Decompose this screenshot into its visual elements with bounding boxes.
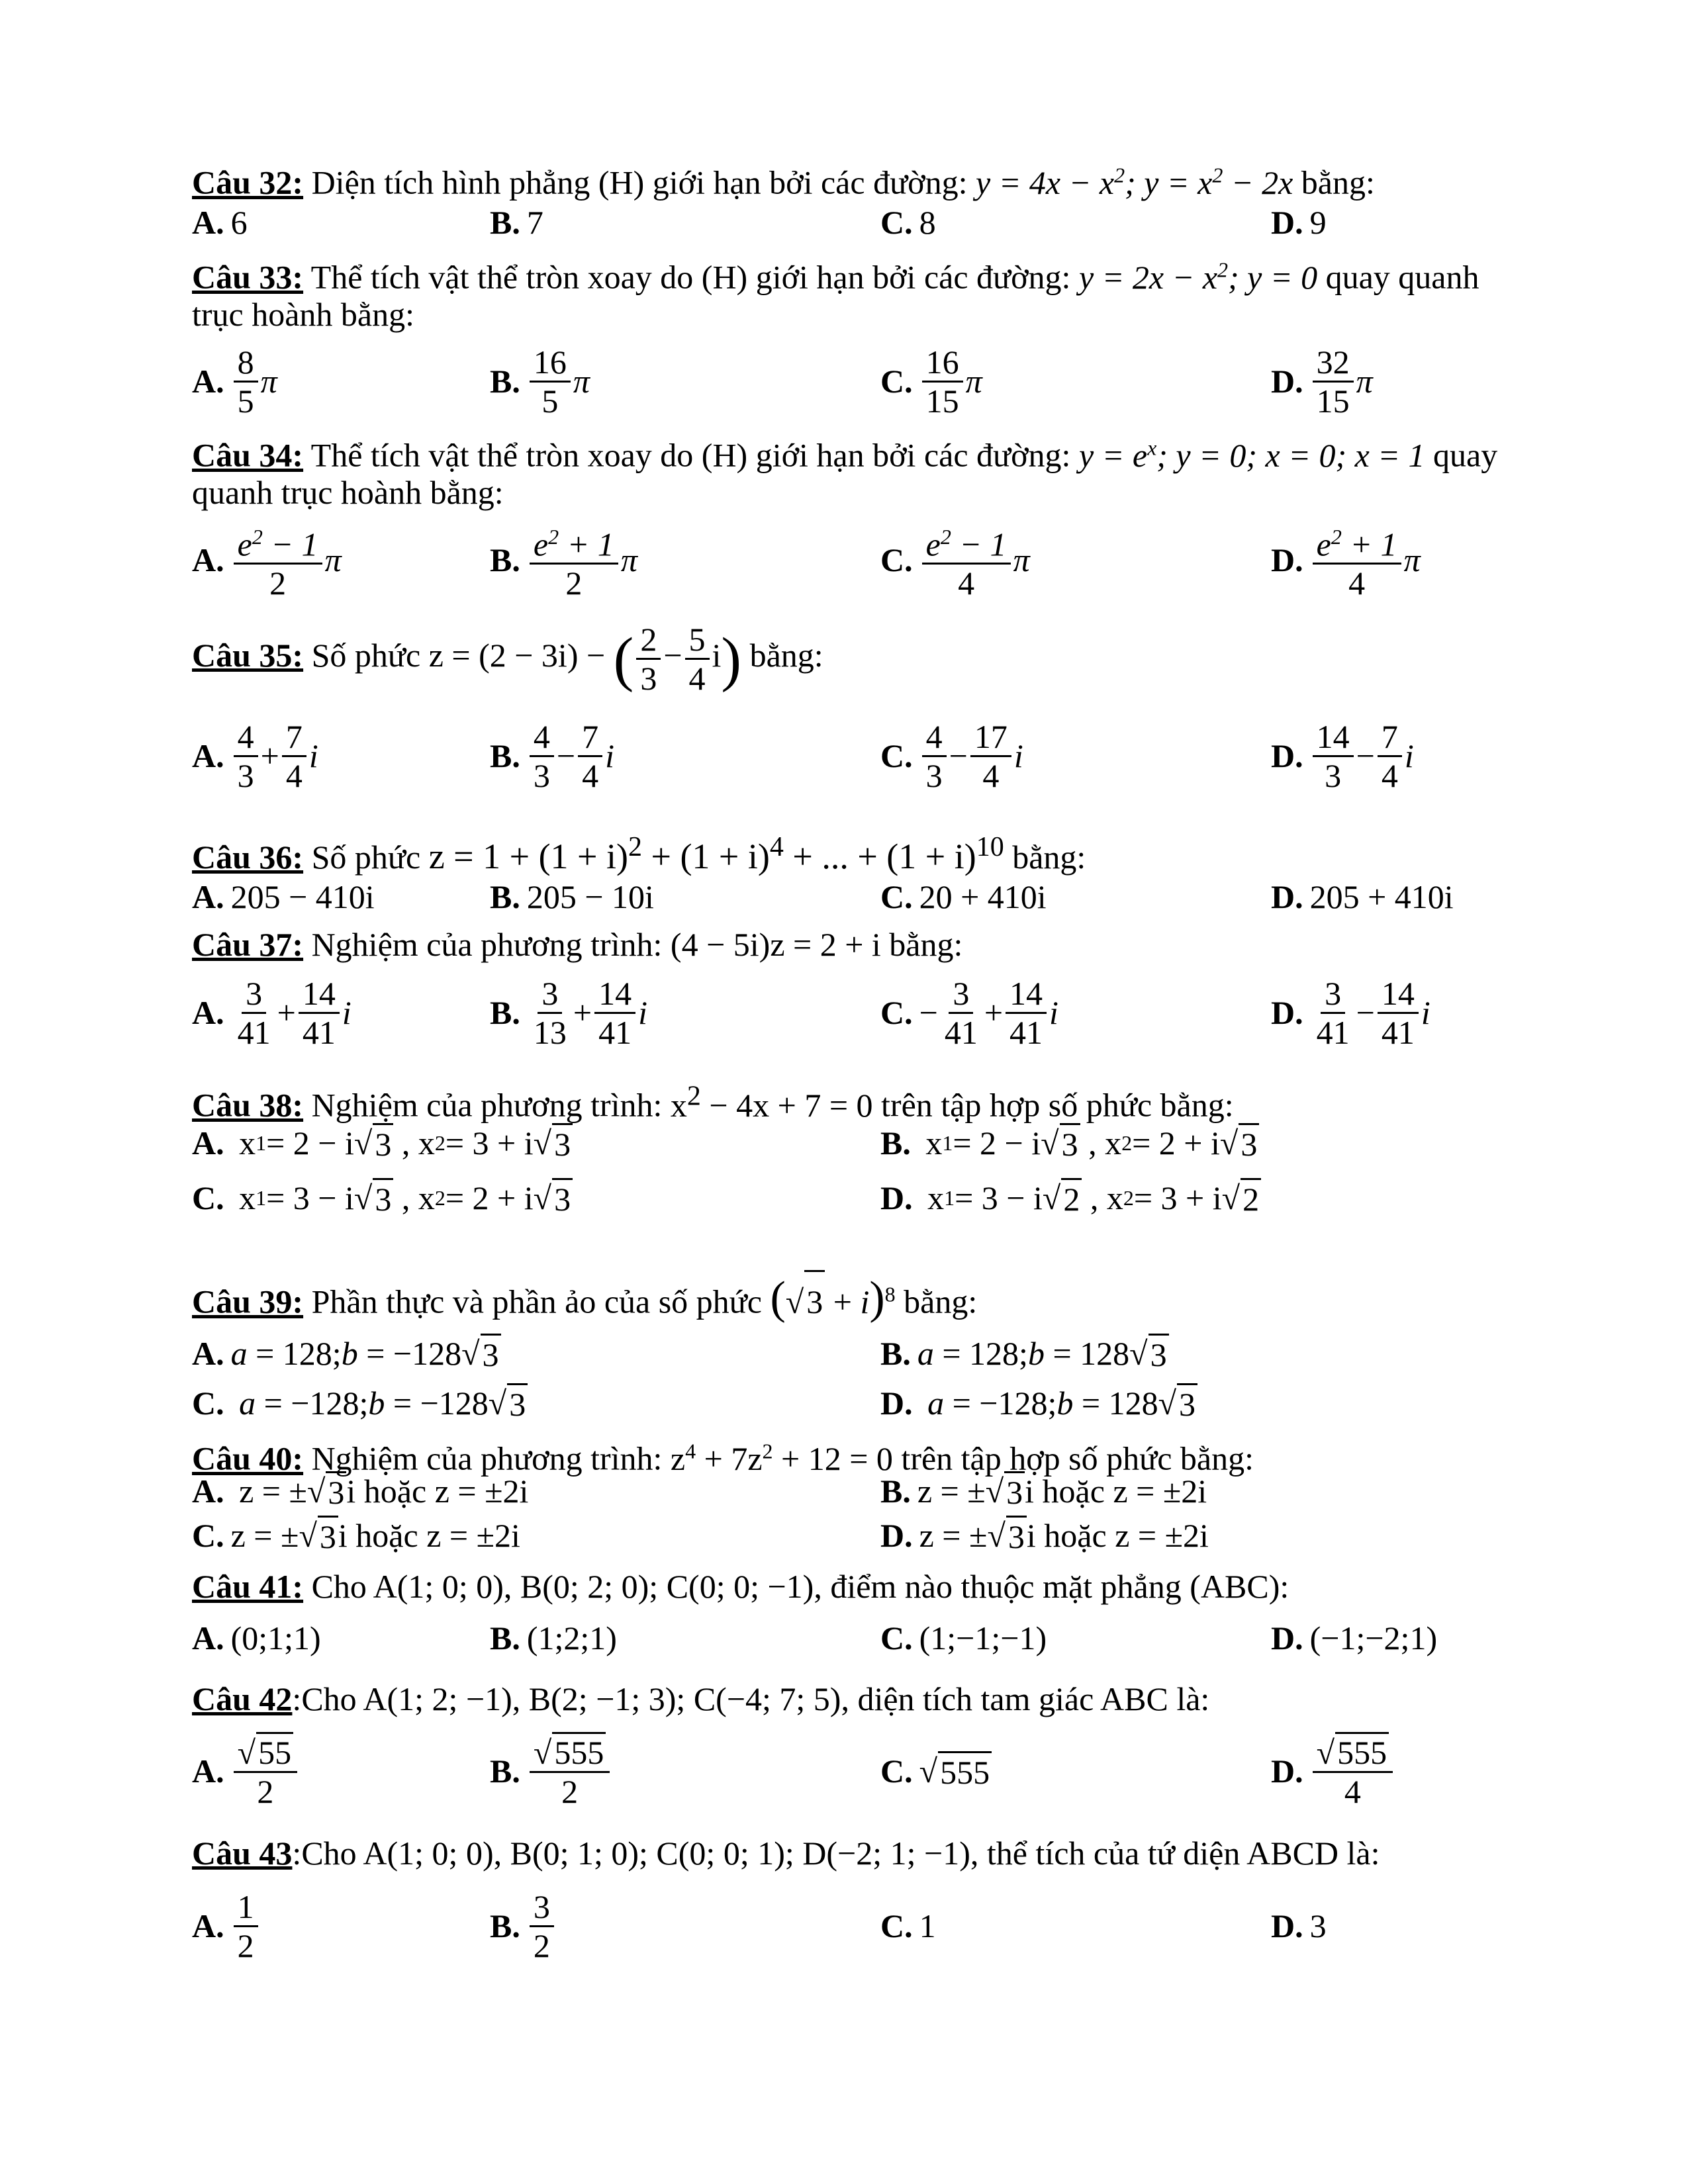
option-c: C. 8 [880,204,936,241]
question-continuation: trục hoành bằng: [192,296,415,333]
option-c: C. $\frac{16}{15}$ π [880,343,982,420]
question-36: Câu 36: Số phức $z = 1 + (1 + i)^2 + (1 + i)^4$ + ... + $(1 + i)^{10}$ bằng: [192,832,1086,876]
question-32 [192,154,1375,204]
question-33: Câu 33: Thể tích vật thể tròn xoay do (H) giới hạn bởi các đường: $y = 2x - x^2$; y = 0 quay quanh [192,257,1479,296]
option-a: A. 6 [192,204,248,241]
option-c: C. x 1 = 3 − i √ 3 , x 2 = 2 + i √ 3 [192,1175,573,1221]
question-34: Câu 34: Thể tích vật thể tròn xoay do (H) giới hạn bởi các đường: $y = e^x$; y = 0; x = 0; x = 1 quay [192,435,1498,474]
math-expression: (4 − 5i)z = 2 + i [670,926,881,963]
math-expression: A(1; 2; −1), B(2; −1; 3); C(−4; 7; 5) [363,1680,841,1717]
option-a: A. $\frac{1}{2}$ [192,1880,261,1972]
question-42: Câu 42:Cho A(1; 2; −1), B(2; −1; 3); C(−4; 7; 5), diện tích tam giác ABC là: [192,1680,1210,1717]
option-d: D. $\frac{3}{41}$ − $\frac{14}{41}$ i [1271,974,1430,1051]
math-expression: $z^4 + 7z^2 + 12 = 0$ [670,1439,893,1477]
option-a: A. z = ±√ 3 i hoặc z = ±2i [192,1468,528,1514]
question-continuation: quanh trục hoành bằng: [192,474,504,511]
option-b: B. z = ±√ 3 i hoặc z = ±2i [880,1468,1207,1514]
option-c: C. a = −128; b = −128√ 3 [192,1380,528,1426]
option-d: D. a = −128; b = 128√ 3 [880,1380,1197,1426]
option-b: B. $\frac{√555}{2}$ [490,1725,612,1817]
math-expression: $y = 4x - x^2$; $y = x^2 - 2x$ [976,163,1293,201]
question-37: Câu 37: Nghiệm của phương trình: (4 − 5i)z = 2 + i bằng: [192,926,963,963]
math-expression: z = (2 − 3i) − ( $\frac{2}{3}$ − $\frac{5}{4}$ i) [428,621,742,698]
option-a: A. $\frac{e^2 - 1}{2}$ π [192,514,342,606]
option-a: A. (0;1;1) [192,1619,321,1657]
option-b: B. 7 [490,204,543,241]
math-expression: A(1; 0; 0), B(0; 2; 0); C(0; 0; −1) [373,1568,814,1605]
option-b: B. (1;2;1) [490,1619,617,1657]
option-d: D. 205 + 410i [1271,878,1454,915]
option-d: D. z = ±√ 3 i hoặc z = ±2i [880,1512,1209,1559]
option-a: A. $\frac{8}{5}$ π [192,343,277,420]
question-text: Diện tích hình phẳng (H) giới hạn bởi các đường: [303,163,976,201]
option-d: D. 3 [1271,1907,1327,1944]
option-a: A. x 1 = 2 − i √ 3 , x 2 = 3 + i √ 3 [192,1120,573,1166]
math-expression: $y = e^x$; y = 0; x = 0; x = 1 [1078,435,1425,474]
question-label: Câu 32: [192,163,304,201]
option-a: A. $\frac{3}{41}$ + $\frac{14}{41}$ i [192,974,352,1051]
option-c: C. 20 + 410i [880,878,1047,915]
question-43: Câu 43:Cho A(1; 0; 0), B(0; 1; 0); C(0; 0; 1); D(−2; 1; −1), thể tích của tứ diện ABCD là: [192,1835,1380,1872]
option-b: B. 205 − 10i [490,878,654,915]
question-tail: bằng: [1293,163,1375,201]
math-expression: A(1; 0; 0), B(0; 1; 0); C(0; 0; 1); D(−2; 1; −1) [363,1835,970,1872]
option-c: C. $\frac{e^2 - 1}{4}$ π [880,514,1030,606]
option-b: B. $\frac{16}{5}$ π [490,343,590,420]
math-expression: $(√3 + i)^8$ [770,1283,895,1320]
option-d: D. $\frac{14}{3}$ − $\frac{7}{4}$ i [1271,717,1414,794]
option-d: D. $\frac{32}{15}$ π [1271,343,1373,420]
math-expression: $z = 1 + (1 + i)^2 + (1 + i)^4$ + ... + $(1 + i)^{10}$ [428,832,1004,876]
option-c: C. (1;−1;−1) [880,1619,1047,1657]
option-a: A. $\frac{4}{3}$ + $\frac{7}{4}$ i [192,717,318,794]
option-b: B. a = 128; b = 128√ 3 [880,1330,1169,1377]
option-b: B. x 1 = 2 − i √ 3 , x 2 = 2 + i √ 3 [880,1120,1259,1166]
option-b: B. $\frac{e^2 + 1}{2}$ π [490,514,637,606]
option-d: D. x 1 = 3 − i √ 2 , x 2 = 3 + i √ 2 [880,1175,1261,1221]
option-c: C. √ 555 [880,1725,992,1817]
option-d: D. (−1;−2;1) [1271,1619,1438,1657]
option-a: A. $\frac{√55}{2}$ [192,1725,300,1817]
option-d: D. $\frac{√555}{4}$ [1271,1725,1395,1817]
question-41: Câu 41: Cho A(1; 0; 0), B(0; 2; 0); C(0; 0; −1), điểm nào thuộc mặt phẳng (ABC): [192,1568,1289,1605]
option-b: B. $\frac{3}{2}$ [490,1880,557,1972]
option-d: D. 9 [1271,204,1327,241]
option-c: C. 1 [880,1907,936,1944]
math-expression: $y = 2x - x^2$; y = 0 [1078,257,1318,296]
question-38: Câu 38: Nghiệm của phương trình: $x^2 - 4x + 7 = 0$ trên tập hợp số phức bằng: [192,1081,1234,1124]
option-a: A. a = 128; b = −128√ 3 [192,1330,501,1377]
math-expression: $x^2 - 4x + 7 = 0$ [670,1081,873,1124]
question-35: Câu 35: Số phức z = (2 − 3i) − ( $\frac{2}{3}$ − $\frac{5}{4}$ i) bằng: [192,621,823,698]
question-39: Câu 39: Phần thực và phần ảo của số phức $(√3 + i)^8$ bằng: [192,1264,977,1332]
option-b: B. $\frac{4}{3}$ − $\frac{7}{4}$ i [490,717,614,794]
option-a: A. 205 − 410i [192,878,375,915]
option-d: D. $\frac{e^2 + 1}{4}$ π [1271,514,1421,606]
option-c: C. $\frac{4}{3}$ − $\frac{17}{4}$ i [880,717,1023,794]
option-c: C. − $\frac{3}{41}$ + $\frac{14}{41}$ i [880,974,1058,1051]
option-c: C. z = ±√ 3 i hoặc z = ±2i [192,1512,520,1559]
question-40: Câu 40: Nghiệm của phương trình: $z^4 + 7z^2 + 12 = 0$ trên tập hợp số phức bằng: [192,1439,1254,1477]
option-b: B. $\frac{3}{13}$ + $\frac{14}{41}$ i [490,974,647,1051]
